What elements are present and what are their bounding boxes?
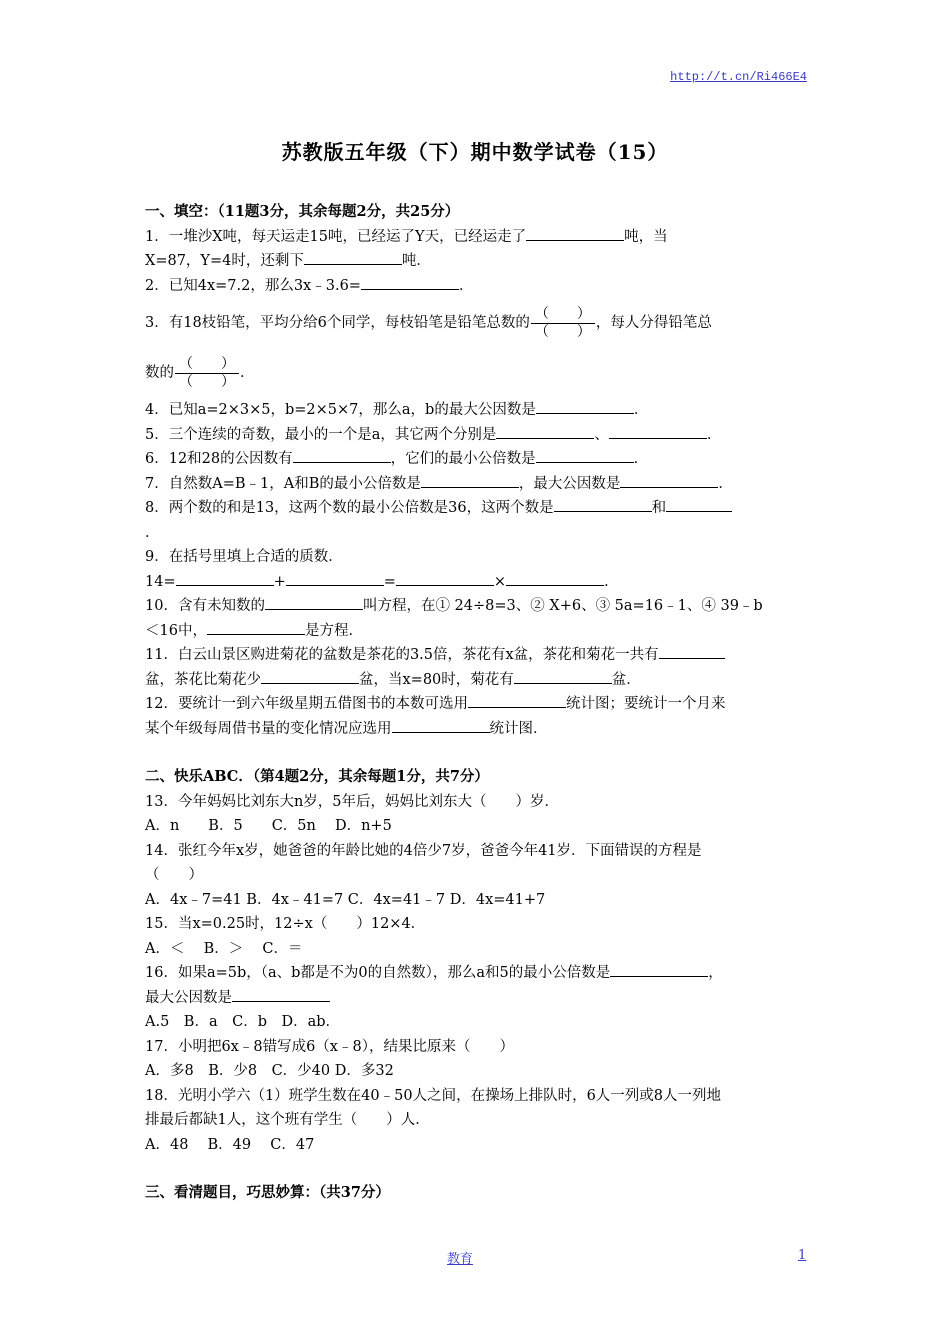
question-12-line2: 某个年级每周借书量的变化情况应选用 统计图． — [145, 717, 810, 742]
question-3-line2: 数的 $\frac{( )}{( )}$ ． — [145, 355, 255, 390]
question-7: 7．自然数A=B﹣1，A和B的最小公倍数是 ，最大公因数是 ． — [145, 472, 810, 497]
question-14-line2: （ ） — [145, 867, 203, 883]
question-6: 6．12和28的公因数有 ，它们的最小公倍数是 ． — [145, 447, 810, 472]
page-title: 苏教版五年级（下）期中数学试卷（15） — [281, 140, 669, 164]
answer-blank[interactable] — [265, 594, 363, 610]
page-number[interactable]: 1 — [798, 1248, 807, 1263]
section2-heading: 二、快乐ABC．（第4题2分，其余每题1分，共7分） — [145, 768, 489, 785]
exam-body — [145, 200, 810, 1206]
question-11-line1: 11．白云山景区购进菊花的盆数是茶花的3.5倍，茶花有x盆，茶花和菊花一共有 — [145, 643, 810, 668]
section1-heading: 一、填空：（11题3分，其余每题2分，共25分） — [145, 203, 460, 220]
answer-blank[interactable] — [286, 570, 384, 586]
question-14-line1: 14．张红今年x岁，她爸爸的年龄比她的4倍少7岁，爸爸今年41岁．下面错误的方程是 — [145, 842, 702, 859]
question-5: 5．三个连续的奇数，最小的一个是a，其它两个分别是 、 ． — [145, 423, 810, 448]
answer-blank[interactable] — [536, 398, 634, 414]
question-10-line1: 10．含有未知数的 叫方程，在① 24÷8=3、② X+6、③ 5a=16﹣1、④ 39﹣b — [145, 594, 810, 619]
question-13-options: A．n B．5 C．5n D．n+5 — [145, 818, 392, 834]
question-11-line2: 盆，茶花比菊花少 盆，当x=80时，菊花有 盆． — [145, 668, 810, 693]
question-1-line1: 1．一堆沙X吨，每天运走15吨，已经运了Y天，已经运走了 吨，当 — [145, 225, 810, 250]
question-12-line1: 12．要统计一到六年级星期五借图书的本数可选用 统计图；要统计一个月来 — [145, 692, 810, 717]
answer-blank[interactable] — [293, 447, 391, 463]
source-link[interactable]: http://t.cn/Ri466E4 — [670, 70, 807, 84]
answer-blank[interactable] — [232, 986, 330, 1002]
footer-link[interactable]: 教育 — [447, 1252, 474, 1267]
question-9-line1: 9．在括号里填上合适的质数． — [145, 549, 343, 565]
question-8-line1: 8．两个数的和是13，这两个数的最小公倍数是36，这两个数是 和 — [145, 496, 810, 521]
answer-blank[interactable] — [526, 225, 624, 241]
section3-heading: 三、看清题目，巧思妙算：（共37分） — [145, 1184, 390, 1201]
answer-blank[interactable] — [392, 717, 490, 733]
section-gap — [145, 741, 810, 765]
answer-blank[interactable] — [514, 668, 612, 684]
question-13: 13．今年妈妈比刘东大n岁，5年后，妈妈比刘东大（ ）岁． — [145, 793, 560, 810]
question-8-line2: ． — [145, 524, 160, 541]
answer-blank[interactable] — [610, 961, 708, 977]
question-18-line1: 18．光明小学六（1）班学生数在40﹣50人之间，在操场上排队时，6人一列或8人一列地 — [145, 1087, 722, 1104]
answer-blank[interactable] — [609, 423, 707, 439]
answer-blank[interactable] — [506, 570, 604, 586]
answer-blank[interactable] — [361, 274, 459, 290]
answer-blank[interactable] — [666, 496, 732, 512]
answer-blank[interactable] — [620, 472, 718, 488]
question-16-line1: 16．如果a=5b，（a、b都是不为0的自然数），那么a和5的最小公倍数是 ， — [145, 961, 810, 986]
question-18-options: A．48 B．49 C．47 — [145, 1136, 315, 1153]
answer-blank[interactable] — [304, 249, 402, 265]
question-1-line2: X=87，Y=4时，还剩下 吨． — [145, 249, 810, 274]
question-14-options: A．4x﹣7=41 B．4x﹣41=7 C．4x=41﹣7 D．4x=41+7 — [145, 891, 546, 908]
question-2: 2．已知4x=7.2，那么3x﹣3.6= ． — [145, 274, 810, 299]
answer-blank[interactable] — [554, 496, 652, 512]
question-3-line1: 3．有18枝铅笔，平均分给6个同学，每枝铅笔是铅笔总数的 $\frac{( )}{( )}$ ，每人分得铅笔总 — [145, 305, 712, 340]
answer-blank[interactable] — [496, 423, 594, 439]
fraction-blank[interactable]: $\frac{( )}{( )}$ — [531, 306, 595, 341]
answer-blank[interactable] — [207, 619, 305, 635]
answer-blank[interactable] — [396, 570, 494, 586]
question-16-options: A.5 B．a C．b D．ab． — [145, 1014, 341, 1030]
question-17: 17．小明把6x﹣8错写成6（x﹣8），结果比原来（ ） — [145, 1038, 514, 1055]
question-4: 4．已知a=2×3×5，b=2×5×7，那么a，b的最大公因数是 ． — [145, 398, 810, 423]
question-9-line2: 14= + = × ． — [145, 570, 810, 595]
question-15: 15．当x=0.25时，12÷x（ ）12×4． — [145, 916, 426, 932]
question-16-line2: 最大公因数是 — [145, 986, 810, 1011]
section-gap — [145, 1157, 810, 1181]
fraction-blank[interactable]: $\frac{( )}{( )}$ — [175, 356, 239, 391]
answer-blank[interactable] — [261, 668, 359, 684]
answer-blank[interactable] — [176, 570, 274, 586]
question-17-options: A．多8 B．少8 C．少40 D．多32 — [145, 1063, 394, 1079]
question-18-line2: 排最后都缺1人，这个班有学生（ ）人． — [145, 1112, 430, 1128]
question-15-options: A．＜ B．＞ C．＝ — [145, 940, 303, 957]
question-10-line2: ＜16中， 是方程． — [145, 619, 810, 644]
answer-blank[interactable] — [659, 643, 725, 659]
answer-blank[interactable] — [421, 472, 519, 488]
answer-blank[interactable] — [536, 447, 634, 463]
answer-blank[interactable] — [468, 692, 566, 708]
